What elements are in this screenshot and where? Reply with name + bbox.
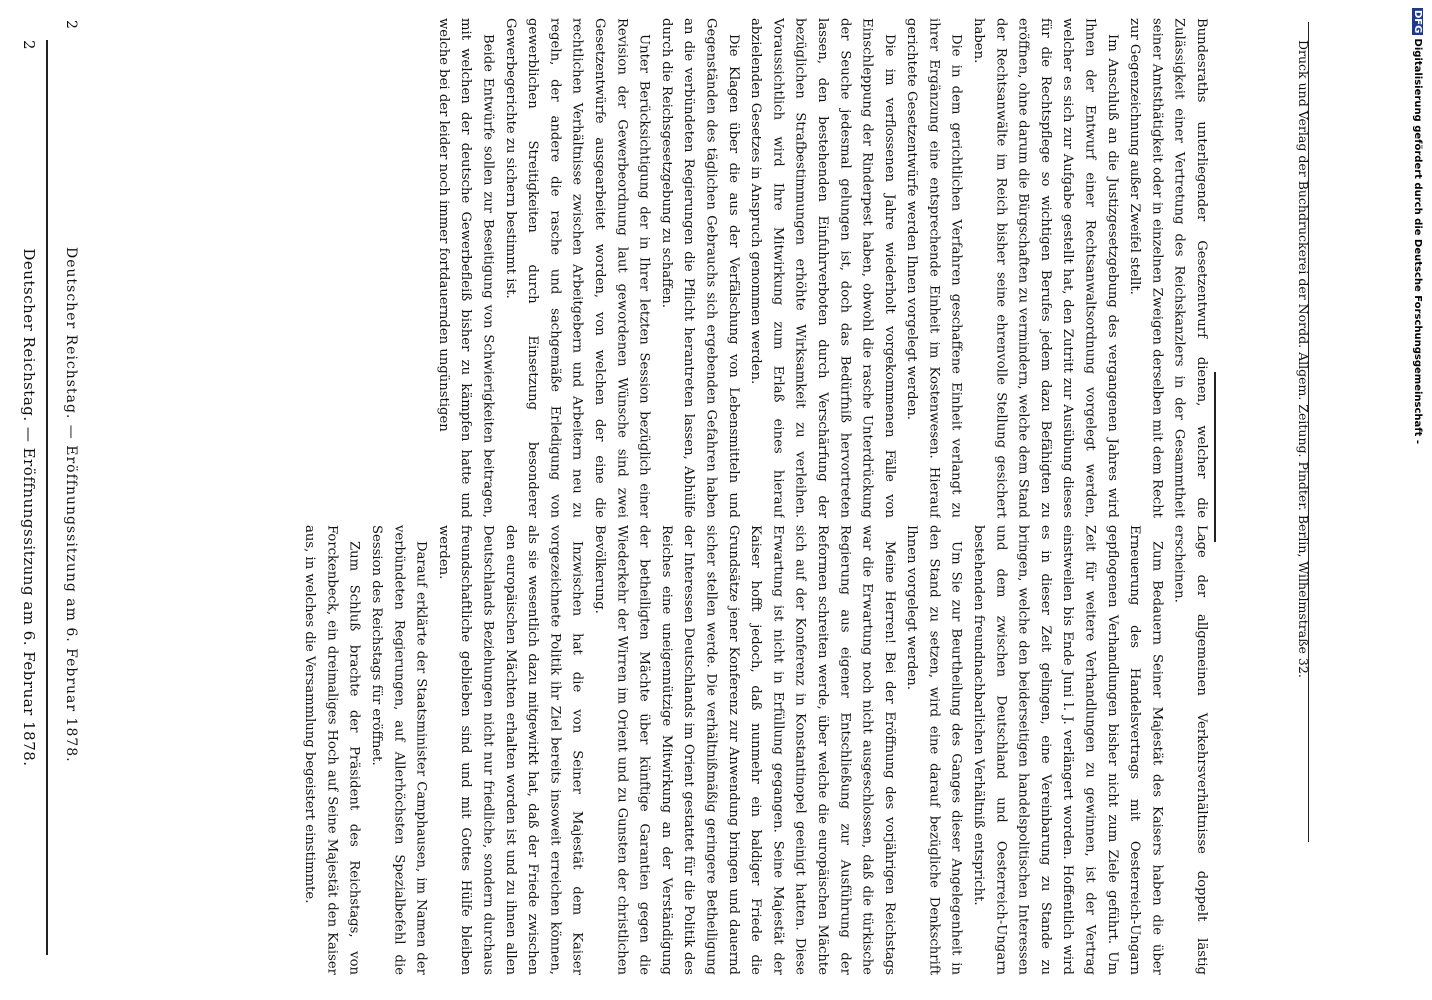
paragraph: Darauf erklärte der Staatsminister Camphausen, im Namen der verbündeten Regierungen, auf Allerhöchsten Spezialbefehl die Session des Reichstags für eröffnet. (369, 525, 429, 975)
paragraph: Zum Schluß brachte der Präsident des Reichstags, von Forckenbeck, ein dreimaliges Hoch auf Seine Majestät den Kaiser aus, in welches die Versammlung begeistert einstimmte. (302, 525, 362, 975)
paragraph: Beide Entwürfe sollen zur Beseitigung von Schwierigkeiten beitragen, mit welchen der deutsche Gewerbefleiß bisher zu kämpfen hatte und welche bei der leider noch immer fortdauernden ungünstigen (435, 18, 496, 518)
paragraph: Die in dem gerichtlichen Verfahren geschaffene Einheit verlangt zu ihrer Ergänzung eine entsprechende Einheit im Kostenwesen. Hierauf gerichtete Gesetzentwürfe werden Ihnen vorgelegt werden. (904, 18, 964, 518)
paragraph: Unter Berücksichtigung der in Ihrer letzten Session bezüglich einer Revision der Gewerbeordnung laut gewordenen Wünsche sind zwei Gesetzentwürfe ausgearbeitet worden, von welchen der eine die rechtlichen Verhältnisse zwischen Arbeitgebern und Arbeitern neu zu regeln, der andere die rasche und sachgemäße Erledigung von gewerblichen Streitigkeiten durch Einsetzung besonderer Gewerbegerichte zu sichern bestimmt ist. (502, 18, 652, 518)
dfg-logo: DFG (1412, 10, 1423, 34)
paragraph: Im Anschluß an die Justizgesetzgebung des vergangenen Jahres wird Ihnen der Entwurf einer Rechtsanwaltsordnung vorgelegt werden, welcher es sich zur Aufgabe gestellt hat, den Zutritt zur Ausübung dieses für die Rechtspflege so wichtigen Berufes jedem dazu Befähigten zu eröffnen, ohne darum die Bürgschaften zu vermindern, welche dem Stand der Rechtsanwälte im Reich bisher seine ehrenvolle Stellung gesichert haben. (971, 18, 1120, 518)
header-rule (46, 40, 48, 955)
right-column (80, 525, 1212, 975)
paragraph: Lage der allgemeinen Verkehrsverhältnisse doppelt lästig erscheinen. (1171, 525, 1209, 975)
page-title: Deutscher Reichstag. — Eröffnungssitzung am 6. Februar 1878. (20, 248, 38, 767)
column-divider (1214, 372, 1216, 542)
paragraph: Die Klagen über die aus der Verfälschung von Lebensmitteln und Gegenständen des täglichen Gebrauchs sich ergebenden Gefahren haben an die verbündeten Regierungen die Pflicht herantreten lassen, Abhülfe durch die Reichsgesetzgebung zu schaffen. (658, 18, 741, 518)
page-title-rot: Deutscher Reichstag. — Eröffnungssitzung am 6. Februar 1878. (63, 246, 79, 763)
paragraph: Die im verflossenen Jahre wiederholt vorgekommenen Fälle von Einschleppung der Rinderpest haben, obwohl die rasche Unterdrückung der Seuche jedesmal gelungen ist, doch das Bedürfniß hervortreten lassen, den bestehenden Einfuhrverboten durch Verschärfung der bezüglichen Strafbestimmungen erhöhte Wirksamkeit zu verleihen. Voraussichtlich wird Ihre Mitwirkung zum Erlaß eines hierauf abzielenden Gesetzes in Anspruch genommen werden. (748, 18, 897, 518)
left-column (80, 18, 1212, 518)
dfg-credit (1412, 8, 1423, 998)
paragraph: Inzwischen hat die von Seiner Majestät dem Kaiser vorgezeichnete Politik ihr Ziel bereits insoweit erreichen können, als sie wesentlich dazu mitgewirkt hat, daß der Friede zwischen den europäischen Mächten erhalten worden ist und zu ihnen allen Deutschlands Beziehungen nicht nur friedliche, sondern durchaus freundschaftliche geblieben sind und mit Gottes Hülfe bleiben werden. (435, 525, 585, 975)
dfg-text: Digitalisierung gefördert durch die Deutsche Forschungsgemeinschaft - (1412, 38, 1423, 445)
page-number-rot: 2 (63, 20, 79, 29)
paragraph: Um Sie zur Beurtheilung des Ganges dieser Angelegenheit in den Stand zu setzen, wird eine darauf bezügliche Denkschrift Ihnen vorgelegt werden. (904, 525, 964, 975)
page-header (14, 40, 44, 955)
paragraph: Meine Herren! Bei der Eröffnung des vorjährigen Reichstags war die Erwartung noch nicht ausgeschlossen, daß die türkische Regierung aus eigener Entschließung zur Ausführung der Reformen schreiten werde, über welche die europäischen Mächte sich auf der Konferenz in Konstantinopel geeinigt hatten. Diese Erwartung ist nicht in Erfüllung gegangen. Seine Majestät der Kaiser hofft jedoch, daß nunmehr ein baldiger Friede die Grundsätze jener Konferenz zur Anwendung bringen und dauernd sicher stellen werde. Die verhältnißmäßig geringere Betheiligung der Interessen Deutschlands im Orient gestattet für die Politik des Reiches eine uneigennützige Mitwirkung an der Verständigung der betheiligten Mächte über künftige Garantien gegen die Wiederkehr der Wirren im Orient und zu Gunsten der christlichen Bevölkerung. (591, 525, 897, 975)
paragraph: Zum Bedauern Seiner Majestät des Kaisers haben die über Erneuerung des Handelsvertrags mit Oesterreich-Ungarn gepflogenen Verhandlungen bisher nicht zum Ziele geführt. Um Zeit für weitere Verhandlungen zu gewinnen, ist der Vertrag einstweilen bis Ende Juni l. J. verlängert worden. Hoffentlich wird es in dieser Zeit gelingen, eine Vereinbarung zu Stande zu bringen, welche den beiderseitigen handelspolitischen Interessen und dem zwischen Deutschland und Oesterreich-Ungarn bestehenden freundnachbarlichen Verhältniß entspricht. (971, 525, 1165, 975)
header-line (62, 20, 80, 980)
paragraph: Bundesraths unterliegender Gesetzentwurf dienen, welcher die Zulässigkeit einer Vertretung des Reichskanzlers in der Gesammtheit seiner Amtsthätigkeit oder in einzelnen Zweigen derselben mit dem Recht zur Gegenzeichnung außer Zweifel stellt. (1127, 18, 1209, 518)
page-number: 2 (20, 40, 38, 51)
footer-imprint: Druck und Verlag der Buchdruckerei der Nordd. Allgem. Zeitung. Pindter. Berlin, Wilhelmstraße 32. (1296, 40, 1311, 678)
